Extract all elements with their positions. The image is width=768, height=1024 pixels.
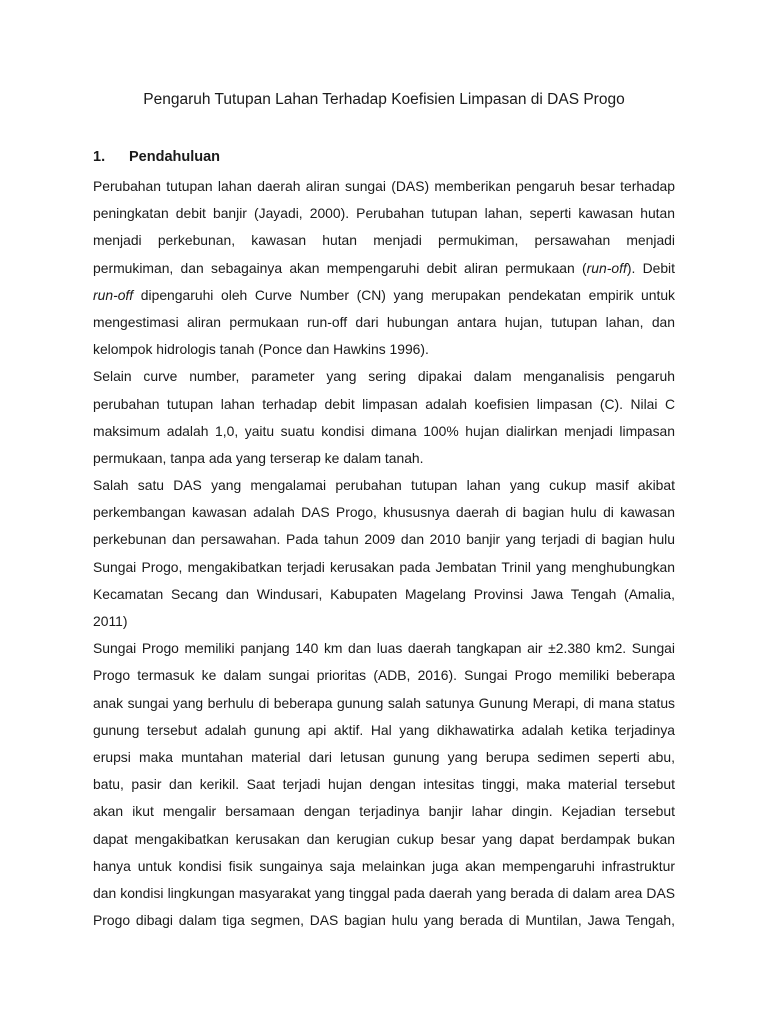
text-line: dapat mengakibatkan kerusakan dan kerugian cukup besar yang dapat berdampak bukan [93,830,675,847]
text-line: Kecamatan Secang dan Windusari, Kabupaten Magelang Provinsi Jawa Tengah (Amalia, [93,585,675,602]
text-line: mengestimasi aliran permukaan run-off dari hubungan antara hujan, tutupan lahan, dan [93,313,675,330]
text-line: perkebunan dan persawahan. Pada tahun 2009 dan 2010 banjir yang terjadi di bagian hulu [93,531,675,548]
text-line: Sungai Progo memiliki panjang 140 km dan luas daerah tangkapan air ±2.380 km2. Sungai [93,640,675,657]
text-segment: permukiman, dan sebagainya akan mempengaruhi debit aliran permukaan ( [93,259,587,276]
text-line: dan kondisi lingkungan masyarakat yang tinggal pada daerah yang berada di dalam area DAS [93,884,675,901]
text-line: perubahan tutupan lahan terhadap debit limpasan adalah koefisien limpasan (C). Nilai C [93,395,675,412]
text-line: kelompok hidrologis tanah (Ponce dan Hawkins 1996). [93,341,429,358]
document-page [93,0,675,1024]
text-line: Selain curve number, parameter yang sering dipakai dalam menganalisis pengaruh [93,368,675,385]
section-title: Pendahuluan [129,149,221,165]
text-segment: dipengaruhi oleh Curve Number (CN) yang merupakan pendekatan empirik untuk [133,286,675,303]
text-line: Salah satu DAS yang mengalamai perubahan tutupan lahan yang cukup masif akibat [93,477,675,494]
text-line: Progo dibagi dalam tiga segmen, DAS bagian hulu yang berada di Muntilan, Jawa Tengah, [93,912,675,929]
text-line: menjadi perkebunan, kawasan hutan menjadi permukiman, persawahan menjadi [93,232,675,249]
text-line [93,255,675,282]
text-line [93,282,675,309]
text-line: Sungai Progo, mengakibatkan terjadi kerusakan pada Jembatan Trinil yang menghubungkan [93,558,675,575]
text-line: peningkatan debit banjir (Jayadi, 2000). Perubahan tutupan lahan, seperti kawasan hutan [93,205,675,222]
text-line: hanya untuk kondisi fisik sungainya saja melainkan juga akan mempengaruhi infrastruktur [93,857,675,874]
text-line: permukaan, tanpa ada yang terserap ke dalam tanah. [93,449,424,466]
text-line: erupsi maka muntahan material dari letusan gunung yang berupa sedimen seperti abu, [93,748,675,765]
text-segment: ). Debit [626,259,675,276]
italic-term: run-off [93,286,134,303]
text-line: anak sungai yang berhulu di beberapa gunung salah satunya Gunung Merapi, di mana status [93,694,675,711]
text-line: gunung tersebut adalah gunung api aktif. Hal yang dikhawatirka adalah ketika terjadinya [93,721,675,738]
text-line: 2011) [93,613,128,629]
italic-term: run-off [586,259,627,276]
text-line: perkembangan kawasan adalah DAS Progo, khususnya daerah di bagian hulu di kawasan [93,504,675,521]
document-title: Pengaruh Tutupan Lahan Terhadap Koefisien Limpasan di DAS Progo [143,91,625,108]
section-number: 1. [93,149,106,165]
text-line: Perubahan tutupan lahan daerah aliran sungai (DAS) memberikan pengaruh besar terhadap [93,178,675,194]
text-line: Progo termasuk ke dalam sungai prioritas (ADB, 2016). Sungai Progo memiliki beberapa [93,667,675,684]
body-text [93,173,675,934]
text-line: batu, pasir dan kerikil. Saat terjadi hujan dengan intesitas tinggi, maka material tersebut [93,776,675,793]
text-line: maksimum adalah 1,0, yaitu suatu kondisi dimana 100% hujan dialirkan menjadi limpasan [93,422,675,439]
section-heading [93,146,220,168]
text-line: akan ikut mengalir bersamaan dengan terjadinya banjir lahar dingin. Kejadian tersebut [93,803,675,820]
